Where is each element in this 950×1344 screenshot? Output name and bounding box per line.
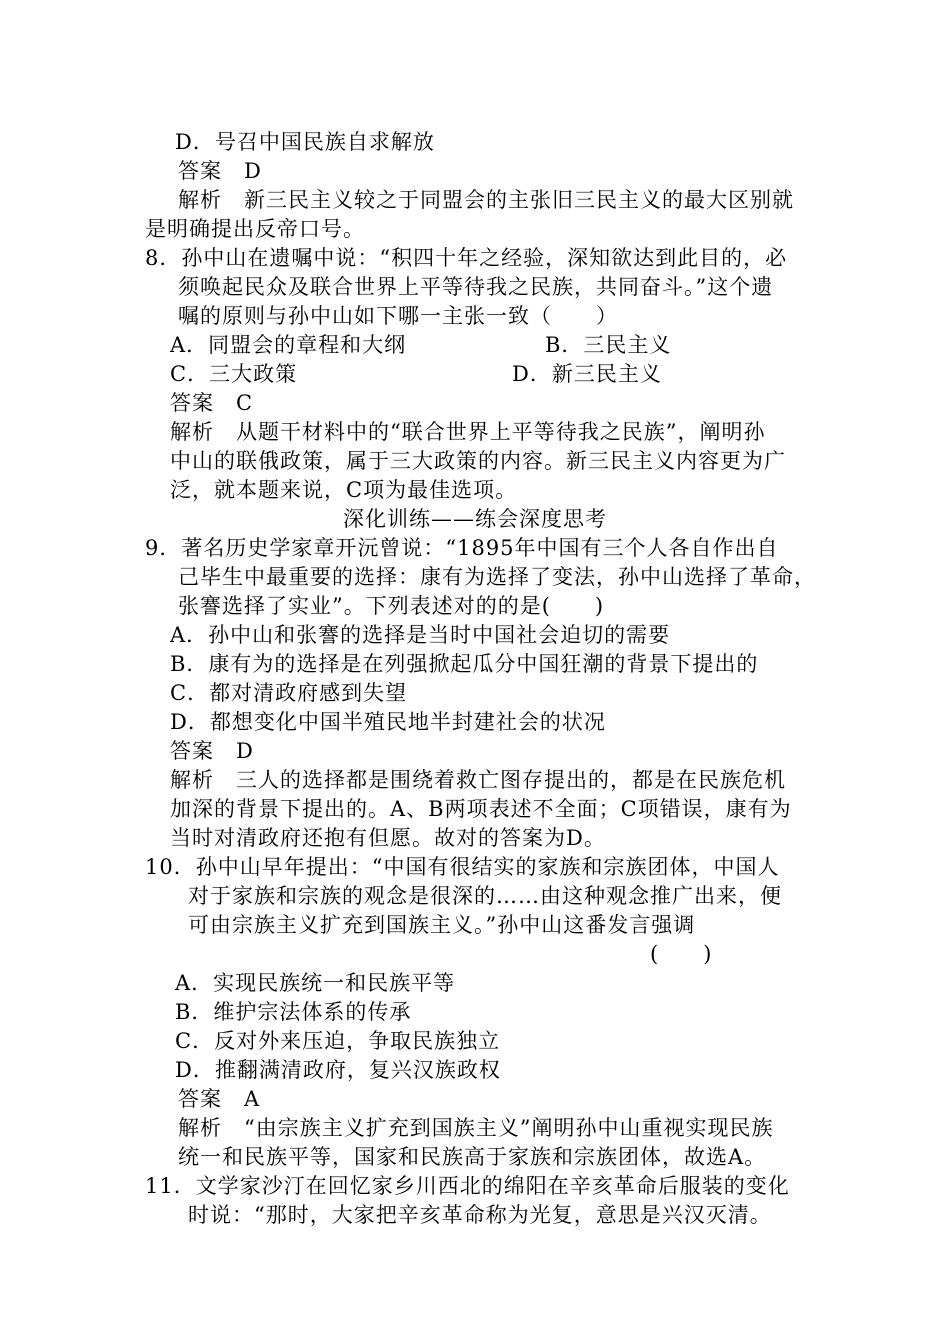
q10-analysis-line-2: 统一和民族平等，国家和民族高于家族和宗族团体，故选A。: [178, 1145, 767, 1169]
q10-stem-line-1: 10．孙中山早年提出：“中国有很结实的家族和宗族团体，中国人: [145, 855, 780, 879]
q8-analysis-line-2: 中山的联俄政策，属于三大政策的内容。新三民主义内容更为广: [170, 449, 786, 473]
q9-stem-line-3: 张謇选择了实业”。下列表述对的的是( ): [178, 594, 605, 618]
q10-option-b: B．维护宗法体系的传承: [175, 1000, 412, 1024]
q8-stem-line-3: 嘱的原则与孙中山如下哪一主张一致（ ）: [178, 304, 618, 328]
q8-option-a: A．同盟会的章程和大纲: [170, 333, 407, 357]
q9-analysis-line-1: 解析 三人的选择都是围绕着救亡图存提出的，都是在民族危机: [170, 768, 786, 792]
q8-stem-line-1: 8．孙中山在遗嘱中说：“积四十年之经验，深知欲达到此目的，必: [145, 246, 788, 270]
q7-analysis-line-2: 是明确提出反帝口号。: [145, 217, 365, 241]
q9-option-d: D．都想变化中国半殖民地半封建社会的状况: [170, 710, 606, 734]
q8-option-c: C．三大政策: [170, 362, 298, 386]
q7-analysis-line-1: 解析 新三民主义较之于同盟会的主张旧三民主义的最大区别就: [178, 188, 794, 212]
q9-stem-line-1: 9．著名历史学家章开沅曾说：“1895年中国有三个人各自作出自: [145, 536, 779, 560]
q8-analysis-line-3: 泛，就本题来说，C项为最佳选项。: [170, 478, 518, 502]
q10-option-c: C．反对外来压迫，争取民族独立: [175, 1029, 501, 1053]
q10-stem-line-3: 可由宗族主义扩充到国族主义。”孙中山这番发言强调: [188, 913, 696, 937]
q8-analysis-line-1: 解析 从题干材料中的“联合世界上平等待我之民族”，阐明孙: [170, 420, 766, 444]
q11-stem-line-2: 时说：“那时，大家把辛亥革命称为光复，意思是兴汉灭清。: [188, 1203, 772, 1227]
q9-option-b: B．康有为的选择是在列强掀起瓜分中国狂潮的背景下提出的: [170, 652, 759, 676]
section-title: 深化训练——练会深度思考: [343, 507, 607, 531]
q10-answer: 答案 A: [178, 1087, 261, 1111]
q9-analysis-line-3: 当时对清政府还抱有但愿。故对的答案为D。: [170, 826, 606, 850]
q10-stem-line-2: 对于家族和宗族的观念是很深的……由这种观念推广出来，便: [188, 884, 782, 908]
q10-option-d: D．推翻满清政府，复兴汉族政权: [175, 1058, 501, 1082]
q9-stem-line-2: 己毕生中最重要的选择：康有为选择了变法，孙中山选择了革命，: [178, 565, 816, 589]
q8-answer: 答案 C: [170, 391, 254, 415]
q10-analysis-line-1: 解析 “由宗族主义扩充到国族主义”阐明孙中山重视实现民族: [178, 1116, 774, 1140]
q9-answer: 答案 D: [170, 739, 254, 763]
q8-option-d: D．新三民主义: [512, 362, 662, 386]
q10-option-a: A．实现民族统一和民族平等: [175, 971, 456, 995]
q8-option-b: B．三民主义: [545, 333, 672, 357]
q7-option-d: D．号召中国民族自求解放: [175, 130, 435, 154]
q11-stem-line-1: 11．文学家沙汀在回忆家乡川西北的绵阳在辛亥革命后服装的变化: [145, 1174, 790, 1198]
q8-stem-line-2: 须唤起民众及联合世界上平等待我之民族，共同奋斗。”这个遗: [178, 275, 774, 299]
q9-option-a: A．孙中山和张謇的选择是当时中国社会迫切的需要: [170, 623, 671, 647]
q9-option-c: C．都对清政府感到失望: [170, 681, 408, 705]
q7-answer: 答案 D: [178, 159, 262, 183]
q10-answer-paren: ( ): [650, 942, 713, 966]
q9-analysis-line-2: 加深的背景下提出的。A、B两项表述不全面；C项错误，康有为: [170, 797, 792, 821]
